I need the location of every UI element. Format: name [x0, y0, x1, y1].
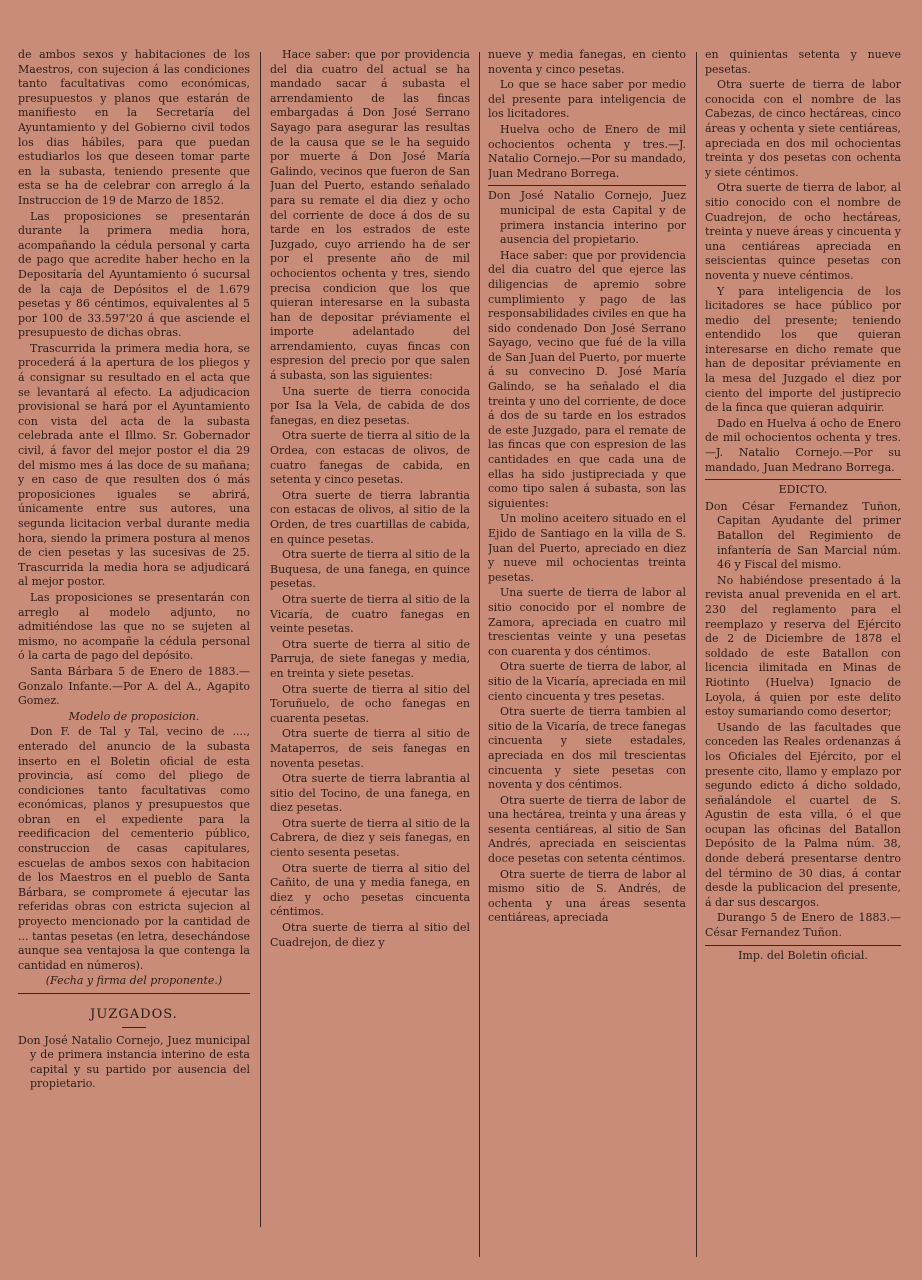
property-item: Otra suerte de tierra de labor de una hectárea, treinta y una áreas y sesenta centiáreas, al sitio de San Andrés, apreciada en seiscientas doce pesetas con setenta céntimos. — [488, 793, 686, 866]
property-item: Un molino aceitero situado en el Ejido de Santiago en la villa de S. Juan del Puerto, apreciado en diez y nueve mil ochocientas treinta pesetas. — [488, 512, 686, 584]
paragraph: nueve y media fanegas, en ciento noventa y cinco pesetas. — [488, 48, 686, 76]
section-divider — [18, 993, 250, 994]
paragraph: Trascurrida la primera media hora, se procederá á la apertura de los pliegos y á consignar su resultado en el acta que se levantará al efecto. La adjudicacion provisional se hará por el Ayuntamiento con vista del acta de la subasta celebrada ante el Illmo. Sr. Gobernador civil, á favor del mejor postor el dia 29 del mismo mes á las doce de su mañana; y en caso de que resulten dos ó más proposiciones iguales se abrirá, únicamente entre sus autores, una segunda licitacion verbal durante media hora, siendo la primera postura al menos de cien pesetas y las sucesivas de 25. Trascurrida la media hora se adjudicará al mejor postor. — [18, 341, 250, 589]
edicto-heading: Don César Fernandez Tuñon, Capitan Ayudante del primer Batallon del Regimiento de infantería de San Marcial núm. 46 y Fiscal del mismo. — [705, 499, 901, 572]
section-heading-edicto: EDICTO. — [778, 483, 828, 497]
property-item: Otra suerte de tierra de labor al mismo sitio de S. Andrés, de ochenta y una áreas sesenta centiáreas, apreciada — [488, 867, 686, 925]
signature-line: Dado en Huelva á ocho de Enero de mil ochocientos ochenta y tres.—J. Natalio Cornejo.—Por su mandado, Juan Medrano Borrega. — [705, 416, 901, 474]
judge-heading: Don José Natalio Cornejo, Juez municipal de esta Capital y de primera instancia interino por ausencia del propietario. — [488, 189, 686, 247]
heading-rule — [122, 1027, 146, 1028]
judge-heading: Don José Natalio Cornejo, Juez municipal y de primera instancia interino de esta capital y su partido por ausencia del propietario. — [18, 1033, 250, 1091]
property-item: Otra suerte de tierra al sitio del Toruñuelo, de ocho fanegas en cuarenta pesetas. — [270, 682, 470, 725]
paragraph: Hace saber: que por providencia del dia cuatro del actual se ha mandado sacar á subasta el arrendamiento de las fincas embargadas á Don José Serrano Sayago para asegurar las resultas de la causa que se le ha seguido por muerte á Don José María Galindo, vecinos que fueron de San Juan del Puerto, estando señalado para su remate el dia diez y ocho del corriente de doce á dos de su tarde en los estrados de este Juzgado, cuyo arriendo ha de ser por el presente año de mil ochocientos ochenta y tres, siendo precisa condicion que los que quieran interesarse en la subasta han de depositar préviamente el importe adelantado del arrendamiento, cuyas fincas con espresion del precio por que salen á subasta, son las siguientes: — [270, 48, 470, 383]
signature-line: Huelva ocho de Enero de mil ochocientos ochenta y tres.—J. Natalio Cornejo.—Por su mandado, Juan Medrano Borrega. — [488, 122, 686, 180]
column-2 — [270, 48, 470, 1252]
paragraph: Don F. de Tal y Tal, vecino de ...., enterado del anuncio de la subasta inserto en el Boletin oficial de esta provincia, así como del pliego de condiciones tanto facultativas como económicas, planos y presupuestos que obran en el expediente para la reedificacion del cementerio público, construccion de casas capitulares, escuelas de ambos sexos con habitacion de los Maestros en el pueblo de Santa Bárbara, se compromete á ejecutar las referidas obras con estricta sujecion al proyecto mencionado por la cantidad de ... tantas pesetas (en letra, desechándose aunque sea ventajosa la que contenga la cantidad en números). — [18, 725, 250, 972]
property-item: Otra suerte de tierra labrantia con estacas de olivos, al sitio de la Orden, de tres cuartillas de cabida, en quince pesetas. — [270, 488, 470, 546]
signature-line: Durango 5 de Enero de 1883.—César Fernandez Tuñon. — [705, 911, 901, 940]
property-item: Otra suerte de tierra al sitio de Parruja, de siete fanegas y media, en treinta y siete pesetas. — [270, 637, 470, 680]
section-heading-juzgados: JUZGADOS. — [90, 1007, 178, 1022]
property-item: Otra suerte de tierra de labor conocida con el nombre de las Cabezas, de cinco hectáreas, cinco áreas y ochenta y siete centiáreas, apreciada en dos mil ochocientas treinta y dos pesetas con ochenta y siete céntimos. — [705, 78, 901, 179]
section-divider — [488, 185, 686, 186]
column-3 — [488, 48, 686, 1252]
paragraph: Lo que se hace saber por medio del presente para inteligencia de los licitadores. — [488, 78, 686, 121]
paragraph: de ambos sexos y habitaciones de los Maestros, con sujecion á las condiciones tanto facultativas como económicas, presupuestos y planos que estarán de manifiesto en la Secretaría del Ayuntamiento y del Gobierno civil todos los dias hábiles, para que puedan estudiarlos los que deseen tomar parte en la subasta, teniendo presente que esta se ha de celebrar con arreglo á la Instruccion de 19 de Marzo de 1852. — [18, 48, 250, 207]
section-divider — [705, 945, 901, 946]
property-item: Otra suerte de tierra de labor, al sitio conocido con el nombre de Cuadrejon, de ocho hectáreas, treinta y nueve áreas y cincuenta y una centiáreas apreciada en seiscientas quince pesetas con noventa y nueve céntimos. — [705, 181, 901, 282]
property-item: Otra suerte de tierra al sitio del Cañito, de una y media fanega, en diez y ocho pesetas cincuenta céntimos. — [270, 861, 470, 919]
property-item: Otra suerte de tierra al sitio del Cuadrejon, de diez y — [270, 921, 470, 949]
paragraph: Usando de las facultades que conceden las Reales ordenanzas á los Oficiales del Ejército, por el presente cito, llamo y emplazo por segundo edicto á dicho soldado, señalándole el cuartel de S. Agustin de esta villa, ó el que ocupan las oficinas del Batallon Depósito de la Palma núm. 38, donde deberá presentarse dentro del término de 30 dias, á contar desde la publicacion del presente, á dar sus descargos. — [705, 720, 901, 909]
column-rule — [479, 52, 480, 1257]
signature-line: Santa Bárbara 5 de Enero de 1883.—Gonzalo Infante.—Por A. del A., Agapito Gomez. — [18, 664, 250, 708]
paragraph: Y para inteligencia de los licitadores se hace público por medio del presente; teniendo entendido los que quieran interesarse en dicho remate que han de depositar préviamente en la mesa del Juzgado el diez por ciento del importe del justiprecio de la finca que quieran adquirir. — [705, 284, 901, 415]
property-item: Otra suerte de tierra tambien al sitio de la Vicaría, de trece fanegas cincuenta y siete estadales, apreciada en dos mil trescientas cincuenta y siete pesetas con noventa y dos céntimos. — [488, 705, 686, 792]
property-item: Otra suerte de tierra al sitio de la Ordea, con estacas de olivos, de cuatro fanegas de cabida, en setenta y cinco pesetas. — [270, 429, 470, 487]
paragraph: en quinientas setenta y nueve pesetas. — [705, 48, 901, 76]
property-item: Una suerte de tierra de labor al sitio conocido por el nombre de Zamora, apreciada en cuatro mil trescientas veinte y una pesetas con cuarenta y dos céntimos. — [488, 586, 686, 658]
model-title: Modelo de proposicion. — [68, 709, 200, 723]
column-rule — [696, 52, 697, 1257]
paragraph: Las proposiciones se presentarán con arreglo al modelo adjunto, no admitiéndose las que no se sujeten al mismo, no acompañe la cédula personal ó la carta de pago del depósito. — [18, 590, 250, 663]
property-item: Otra suerte de tierra de labor, al sitio de la Vicaría, apreciada en mil ciento cincuenta y tres pesetas. — [488, 660, 686, 703]
paragraph: Hace saber: que por providencia del dia cuatro del que ejerce las diligencias de apremio sobre cumplimiento y pago de las responsabilidades civiles en que ha sido condenado Don José Serrano Sayago, vecino que fué de la villa de San Juan del Puerto, por muerte á su convecino D. José María Galindo, se ha señalado el dia treinta y uno del corriente, de doce á dos de su tarde en los estrados de este Juzgado, para el remate de las fincas que con espresion de las cantidades en que cada una de ellas ha sido justipreciada y que como tipo salen á subasta, son las siguientes: — [488, 248, 686, 510]
property-item: Otra suerte de tierra al sitio de la Cabrera, de diez y seis fanegas, en ciento sesenta pesetas. — [270, 816, 470, 860]
property-item: Otra suerte de tierra al sitio de la Vicaría, de cuatro fanegas en veinte pesetas. — [270, 592, 470, 636]
property-item: Otra suerte de tierra labrantia al sitio del Tocino, de una fanega, en diez pesetas. — [270, 772, 470, 815]
column-rule — [260, 52, 261, 1227]
property-item: Otra suerte de tierra al sitio de Mataperros, de seis fanegas en noventa pesetas. — [270, 727, 470, 770]
proponent-note: (Fecha y firma del proponente.) — [45, 974, 223, 988]
section-divider — [705, 479, 901, 480]
property-item: Otra suerte de tierra al sitio de la Buquesa, de una fanega, en quince pesetas. — [270, 548, 470, 591]
column-4 — [705, 48, 901, 1252]
paragraph: Las proposiciones se presentarán durante la primera media hora, acompañando la cédula personal y carta de pago que acredite haber hecho en la Depositaría del Ayuntamiento ó sucursal de la caja de Depósitos el de 1.679 pesetas y 86 céntimos, equivalentes al 5 por 100 de 33.597'20 á que asciende el presupuesto de dichas obras. — [18, 209, 250, 340]
property-item: Una suerte de tierra conocida por Isa la Vela, de cabida de dos fanegas, en diez pesetas. — [270, 384, 470, 427]
column-1 — [18, 48, 250, 1252]
printer-imprint: Imp. del Boletin oficial. — [738, 948, 868, 962]
paragraph: No habiéndose presentado á la revista anual prevenida en el art. 230 del reglamento para el reemplazo y reserva del Ejército de 2 de Diciembre de 1878 el soldado de este Batallon con licencia ilimitada en Minas de Riotinto (Huelva) Ignacio de Loyola, á quien por este delito estoy sumariando como desertor; — [705, 573, 901, 719]
